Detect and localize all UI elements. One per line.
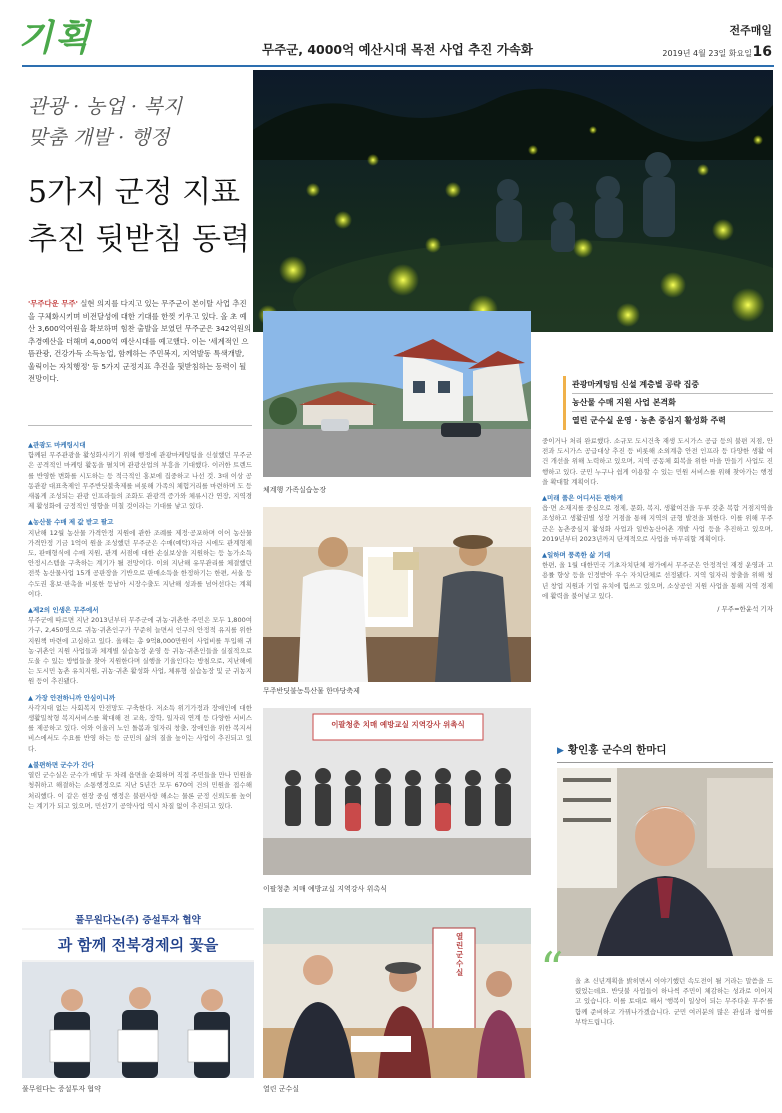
summary-box xyxy=(563,376,773,430)
header-rule xyxy=(22,65,774,67)
caption-class: 이팔청춘 치매 예방교실 지역강사 위촉식 xyxy=(263,885,387,893)
mou-banner-1: 풀무원다논(주) 증설투자 협약 xyxy=(75,915,201,926)
section-body: 중이거나 처리 완료했다. 소규모 도시건축 재생 도시가스 공급 등의 불편 지점, 안전과 도시가스 공급대상 추진 등 비롯해 소외계층 안전 인프라 등 다양한 생활 여건 개선을 위해 노력하고 있으며, 지역 공동체 회복을 위한 마을 만들기 사업도 진행하고 있다. 군민 누구나 쉽게 이용할 수 있는 민원 서비스를 위해 찾아가는 행정을 확대할 계획이다. xyxy=(542,437,773,486)
section-body: 읍·면 소재지를 중심으로 경제, 문화, 복지, 생활여건을 두루 갖춘 복합 거점지역을 조성하고 생활권별 성장 거점을 통해 지역의 균형 발전을 꾀한다. 이를 위해 무주군은 농촌중심지 활성화 사업과 일반농산어촌 개발 사업 등을 추진하고 있으며, 2019년부터 2023년까지 단계적으로 사업을 마무리할 계획이다. xyxy=(542,504,773,543)
lead-highlight: '무주다운 무주' xyxy=(28,299,78,308)
section-title: ▲ 가장 안전하니까 안심이니까 xyxy=(28,693,116,702)
mou-banner-2: 과 함께 전북경제의 꽃을 xyxy=(57,936,219,954)
section-title: ▲미래 품은 어디서든 편하게 xyxy=(542,494,623,503)
open-office-photo xyxy=(263,908,531,1078)
quote-body xyxy=(575,976,773,1108)
firefly-festival-photo xyxy=(253,70,773,332)
section-title: ▲불편하면 군수가 간다 xyxy=(28,760,95,769)
mou-signing-photo xyxy=(22,908,254,1078)
quote-mark-icon: “ xyxy=(540,942,564,996)
page-number: 16 xyxy=(752,44,772,60)
page-header xyxy=(0,0,782,66)
subheadline-2: 맞춤 개발 · 행정 xyxy=(28,125,170,149)
festival-photo-art xyxy=(263,507,531,682)
headline-2: 추진 뒷받침 동력 xyxy=(28,222,250,257)
quote-text: 올 초 신년계획을 밝히면서 이야기했던 속도전이 될 거라는 말씀을 드렸었는데요. 반딧불 사업들이 하나씩 주민이 체감하는 성과로 이어지고 있습니다. 이를 토대로 해서 '행복이 일상이 되는 무주다운 무주'를 함께 준비하고 가꿔나가겠습니다. 군민 여러분의 많은 관심과 참여를 부탁드립니다. xyxy=(575,977,773,1026)
office-photo-art xyxy=(263,908,531,1078)
section-body: 사각지대 없는 사회복지 안전망도 구축한다. 저소득 위기가정과 장애인에 대한 생활밀착형 복지서비스를 확대해 전 교육, 장학, 일자리 연계 등 다양한 서비스를 제공하고 있다. 이와 이울러 노인 돌봄과 일자리 창출, 장애인을 위한 복지서비스에서도 수요를 반영 하는 등 군민의 삶의 질을 높이는 사업이 추진되고 있다. xyxy=(28,703,252,753)
lead-divider xyxy=(28,425,252,426)
dementia-class-photo xyxy=(263,708,531,875)
newspaper-name: 전주매일 xyxy=(729,24,772,37)
summary-item: 관광마케팅팀 신설 계층별 공략 집중 xyxy=(572,376,773,394)
lead-paragraph xyxy=(28,298,252,386)
section-title: ▲제2의 인생은 무주에서 xyxy=(28,606,99,615)
village-photo-art xyxy=(263,311,531,477)
section-body: 함께된 무주관광을 활성화시키기 위해 행정에 관광마케팅팀을 신설했던 무주군은 공격적인 마케팅 활동을 펼치며 관광산업의 부흥을 기대했다. 이러한 트렌드를 반영한 변화를 시도하는 등 적극적인 홍보에 집중하고 나선 것. 3대 이상 공동관광 대표축제인 무주반딧불축제를 비롯해 가족의 체험거리를 마련하며 도 등 새롭게 조성되는 관광 인프라들의 조화도 관광객 증가와 체류시간 연장, 지역경제 활성화에 긍정적인 영향을 미칠 것이라는 기대를 낳고 있다. xyxy=(28,451,252,511)
caption-festival: 무주반딧불농특산물 한마당축제 xyxy=(263,687,360,695)
section-title: ▲일하며 풍족한 삶 기대 xyxy=(542,551,611,560)
triangle-icon: ▶ xyxy=(557,746,564,756)
summary-item: 열린 군수실 운영 · 농촌 중심지 활성화 주력 xyxy=(572,416,726,425)
lead-text: 실현 의지를 다지고 있는 무주군이 본이탈 사업 추진을 구체화시키며 비전달성에 대한 기대를 한껏 키우고 있다. 올 초 예산 3,600억여원을 확보하며 힘찬 출발을 보였던 무주군은 342억원의 추경예산을 더해며 4,000억 예산시대를 예고했다. 이는 '세계적인 으뜸관광, 건강가득 소득농업, 함께하는 주민복지, 지역발동 특색개발, 울릭이는 자치행정' 등 5가지 군정지표 추진을 뒷받침하는 동력이 될 전망이다. xyxy=(28,299,252,383)
byline: / 무주=한윤석 기자 xyxy=(717,605,773,614)
section-title: ▲농산물 수매 제 값 받고 팔고 xyxy=(28,518,114,527)
quote-title: 황인홍 군수의 한마디 xyxy=(567,744,667,756)
firefly-photo-art xyxy=(253,70,773,332)
body-column-right xyxy=(542,436,773,736)
headline-1: 5가지 군정 지표 xyxy=(28,175,241,210)
section-body: 열린 군수실은 군수가 매달 두 차례 읍면을 순회하며 직접 주민들을 만나 민원을 청취하고 해결하는 소통행정으로 지난 5년간 모두 670여 건의 민원을 접수해 처리했다. 이 같은 현장 중심 행정은 불편사항 해소는 물론 군정 신뢰도를 높이는 계기가 되고 있으며, 민선7기 공약사업 역시 차질 없이 추진되고 있다. xyxy=(28,771,252,810)
subheadline-1: 관광 · 농업 · 복지 xyxy=(28,94,183,118)
class-banner-text: 이팔청춘 치매 예방교실 지역강사 위촉식 xyxy=(331,720,465,729)
section-logo: 기획 xyxy=(18,17,92,59)
section-body: 한편, 올 1월 대한민국 기초자치단체 평가에서 무주군은 안정적인 재정 운영과 고용률 향상 등을 인정받아 우수 자치단체로 선정됐다. 지역 일자리 창출을 위해 청년 창업 지원과 기업 유치에 힘쓰고 있으며, 소상공인 지원 사업을 통해 지역 경제에 활력을 불어넣고 있다. xyxy=(542,561,773,600)
mayor-photo-art xyxy=(557,768,773,956)
issue-date: 2019년 4월 23일 화요일 xyxy=(662,49,752,58)
section-body: 지난해 12월 농산물 가격안정 지원에 관한 조례를 제정·공포하며 이어 농산물 가격안정 기금 1억여 원을 조성했던 무주군은 수매(예탁)자금 시에도 관계형제도, 판매형식에 수매 지원, 관계 서점에 대한 손실보상을 지원하는 등 농가소득 안정시스템을 구축하는 계기가 될 전망이다. 이외 지난해 유무관리를 체결했던 전북 농산물사업 15개 공판장을 기반으로 판매소득을 한정하기는 한편, 서울 등 수도권 홍보·판촉을 비롯한 등남아 시장수출도 지난해 성과를 넘어선다는 계획이다. xyxy=(28,528,252,598)
festival-photo xyxy=(263,507,531,682)
caption-mou: 풀무원다는 증설투자 협약 xyxy=(22,1085,101,1093)
header-title: 무주군, 4000억 예산시대 목전 사업 추진 가속화 xyxy=(262,42,533,57)
section-body: 무주군에 따르면 지난 2013년부터 무주군에 귀농·귀촌한 주민은 모두 1,800여 가구, 2,450명으로 귀농·귀촌인구가 꾸준히 늘면서 인구의 안정적 유지를 위한 지원책 마련에 고심하고 있다. 올해는 총 9억8,000만원이 사업비를 투입해 귀농·귀촌인 지원 사업들과 체계별 실습농장 운영 등 귀농·귀촌인들을 실질적으로 도울 수 있는 방법들을 찾아 지원한다며 실행을 기울인다는 방침으로, 지난해에는 도시민 농촌 유치지원, 귀농·귀촌 활성화 사업, 체류형 실습농장 및 군 귀농지원 등이 추진됐다. xyxy=(28,616,252,686)
caption-office: 열린 군수실 xyxy=(263,1085,300,1093)
section-title: ▲관광도 마케팅시대 xyxy=(28,441,86,449)
class-photo-art xyxy=(263,708,531,875)
summary-item: 농산물 수매 지원 사업 본격화 xyxy=(572,394,773,412)
office-banner-text: 열린군수실 xyxy=(456,932,464,977)
body-column-left xyxy=(28,440,252,900)
caption-village: 체계행 가족실습농장 xyxy=(263,486,327,494)
village-photo xyxy=(263,311,531,477)
mayor-portrait-photo xyxy=(557,768,773,956)
quote-heading xyxy=(557,742,773,763)
